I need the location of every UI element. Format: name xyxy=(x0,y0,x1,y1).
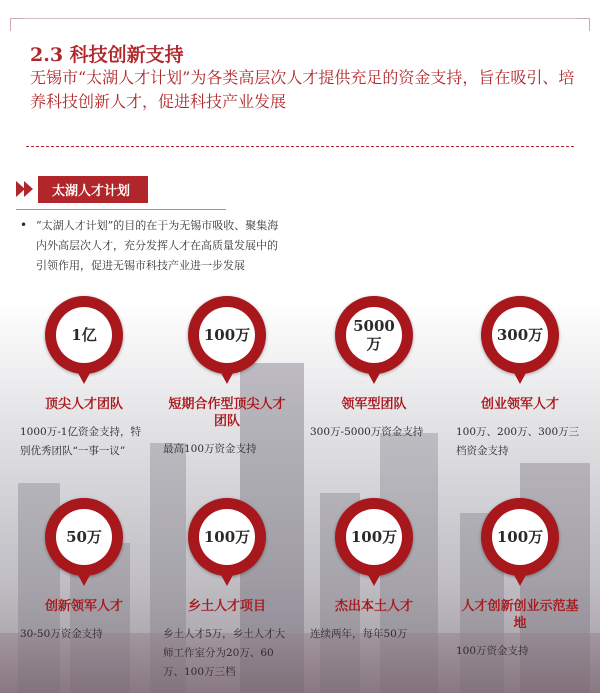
card-detail: 30-50万资金支持 xyxy=(20,628,103,640)
map-pin-icon xyxy=(45,498,123,590)
map-pin-icon xyxy=(481,498,559,590)
funding-card xyxy=(163,296,291,459)
funding-amount: 50万 xyxy=(56,509,112,565)
funding-card xyxy=(163,498,291,682)
map-pin-icon xyxy=(188,296,266,388)
map-pin-icon xyxy=(481,296,559,388)
map-pin-icon xyxy=(188,498,266,590)
card-detail: 乡土人才5万，乡土人才大师工作室分为20万、60万、100万三档 xyxy=(163,628,286,678)
section-subtitle: 无锡市“太湖人才计划”为各类高层次人才提供充足的资金支持，旨在吸引、培养科技创新人才，促进科技产业发展 xyxy=(30,68,575,111)
card-detail: 300万-5000万资金支持 xyxy=(310,426,424,438)
funding-card xyxy=(20,498,148,644)
card-detail: 1000万-1亿资金支持，特别优秀团队“一事一议” xyxy=(20,426,141,457)
funding-card xyxy=(456,498,584,661)
funding-amount: 5000万 xyxy=(346,307,402,363)
funding-card xyxy=(456,296,584,461)
program-tag xyxy=(16,176,148,202)
card-title: 杰出本土人才 xyxy=(334,599,413,614)
card-title: 创新领军人才 xyxy=(44,599,123,614)
funding-amount: 300万 xyxy=(492,307,548,363)
card-title: 领军型团队 xyxy=(341,397,407,412)
section-title: 2.3 科技创新支持 xyxy=(30,44,184,66)
card-title: 创业领军人才 xyxy=(480,397,559,412)
card-detail: 连续两年，每年50万 xyxy=(310,628,408,640)
card-title: 乡土人才项目 xyxy=(187,599,266,614)
funding-amount: 100万 xyxy=(199,509,255,565)
funding-card xyxy=(310,498,438,644)
funding-card xyxy=(20,296,148,461)
corner-mark-right xyxy=(577,18,590,31)
card-detail: 100万资金支持 xyxy=(456,645,529,657)
bullet-icon: • xyxy=(20,218,28,232)
card-detail: 最高100万资金支持 xyxy=(163,443,257,455)
funding-amount: 1亿 xyxy=(56,307,112,363)
funding-card xyxy=(310,296,438,442)
card-title: 顶尖人才团队 xyxy=(44,397,123,412)
tag-underline xyxy=(16,209,226,210)
funding-amount: 100万 xyxy=(346,509,402,565)
card-title: 短期合作型顶尖人才团队 xyxy=(168,397,286,429)
dashed-divider xyxy=(26,146,574,147)
funding-amount: 100万 xyxy=(199,307,255,363)
double-chevron-icon xyxy=(16,178,36,200)
map-pin-icon xyxy=(45,296,123,388)
map-pin-icon xyxy=(335,296,413,388)
top-divider xyxy=(22,18,578,19)
corner-mark-left xyxy=(10,18,23,31)
funding-amount: 100万 xyxy=(492,509,548,565)
card-title: 人才创新创业示范基地 xyxy=(461,599,579,631)
map-pin-icon xyxy=(335,498,413,590)
program-tag-label: 太湖人才计划 xyxy=(38,176,148,203)
program-description: “太湖人才计划”的目的在于为无锡市吸收、聚集海内外高层次人才，充分发挥人才在高质量发展中的引领作用，促进无锡市科技产业进一步发展 xyxy=(36,219,279,272)
card-detail: 100万、200万、300万三档资金支持 xyxy=(456,426,580,457)
